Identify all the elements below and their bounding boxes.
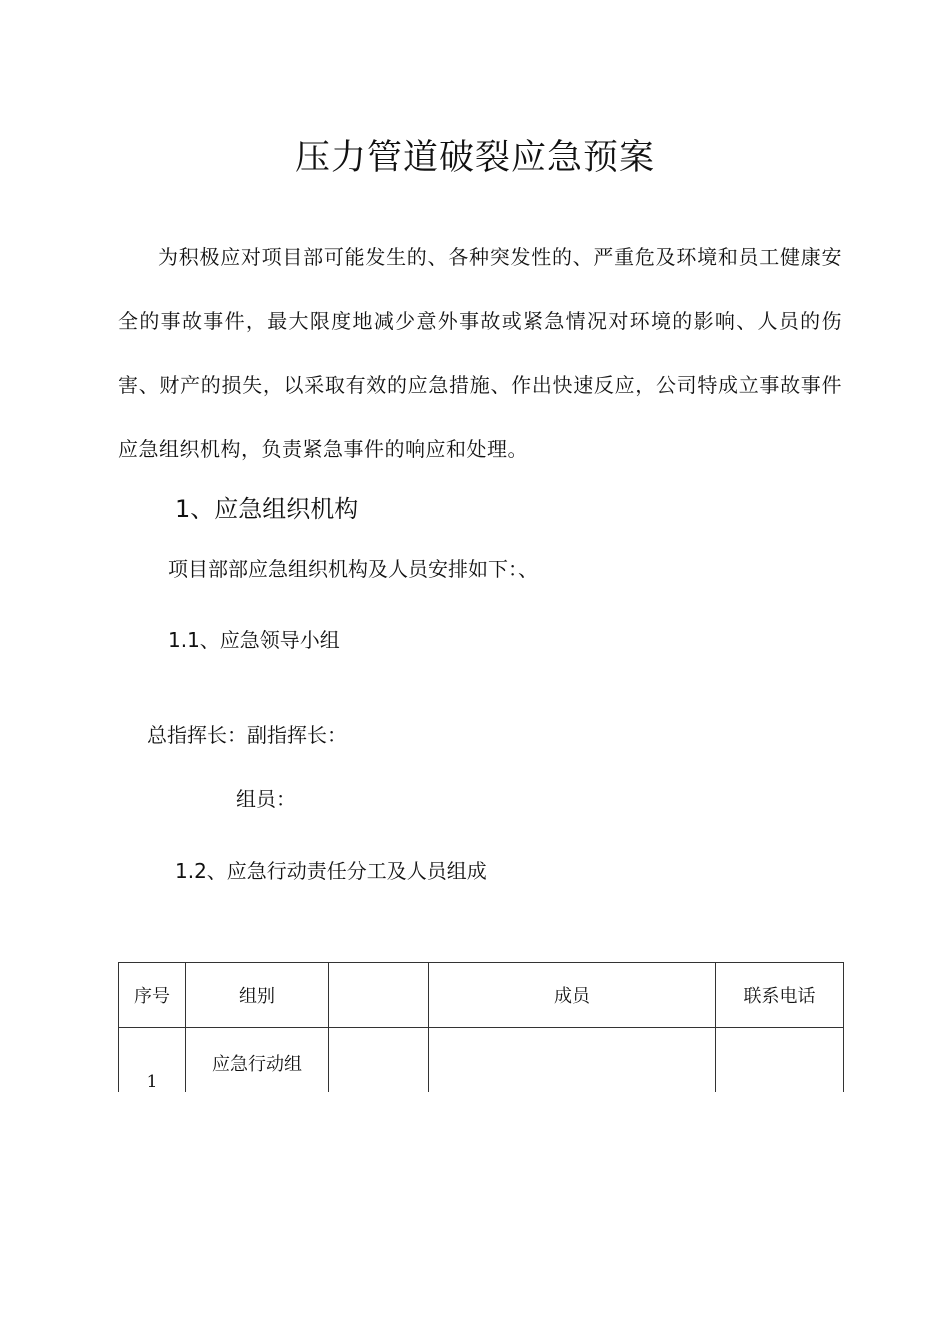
col-header-phone: 联系电话 bbox=[716, 963, 844, 1028]
cell-phone bbox=[716, 1028, 844, 1093]
section-1-intro: 项目部部应急组织机构及人员安排如下：、 bbox=[168, 557, 538, 581]
team-table bbox=[118, 962, 844, 1092]
page-bottom-blank bbox=[0, 1092, 950, 1344]
table-header-row bbox=[119, 963, 844, 1028]
cell-group bbox=[186, 1028, 329, 1093]
section-1-2-heading: 1.2、应急行动责任分工及人员组成 bbox=[175, 859, 487, 883]
cell-blank bbox=[329, 1028, 429, 1093]
col-header-group: 组别 bbox=[186, 963, 329, 1028]
members-line: 组员： bbox=[236, 787, 296, 811]
table-row bbox=[119, 1028, 844, 1093]
cell-members bbox=[429, 1028, 716, 1093]
leaders-line: 总指挥长：副指挥长： bbox=[147, 723, 347, 747]
col-header-blank bbox=[329, 963, 429, 1028]
col-header-seq: 序号 bbox=[119, 963, 186, 1028]
page-title: 压力管道破裂应急预案 bbox=[294, 138, 655, 178]
cell-seq bbox=[119, 1028, 186, 1093]
cell-seq-text: 1 bbox=[146, 1072, 158, 1092]
col-header-members: 成员 bbox=[429, 963, 716, 1028]
intro-paragraph: 为积极应对项目部可能发生的、各种突发性的、严重危及环境和员工健康安全的事故事件，最大限度地减少意外事故或紧急情况对环境的影响、人员的伤害、财产的损失，以采取有效的应急措施、作出快速反应，公司特成立事故事件应急组织机构，负责紧急事件的响应和处理。 bbox=[118, 245, 842, 461]
section-1-1-heading: 1.1、应急领导小组 bbox=[168, 628, 340, 652]
section-1-heading: 1、应急组织机构 bbox=[175, 495, 359, 523]
cell-group-text: 应急行动组 bbox=[212, 1054, 302, 1075]
